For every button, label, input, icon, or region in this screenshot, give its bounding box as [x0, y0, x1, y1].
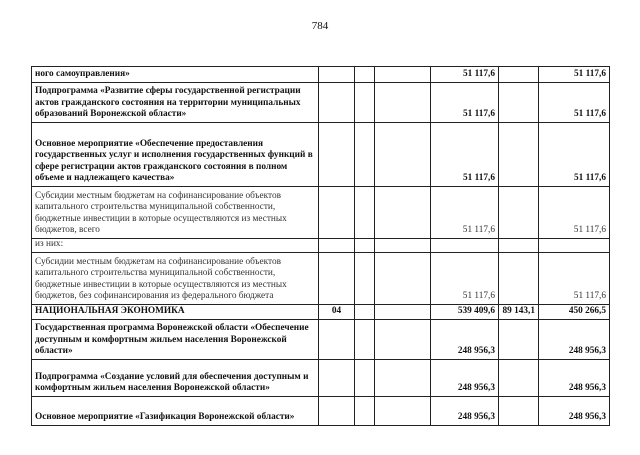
row-target-code-cell	[375, 239, 431, 253]
row-total-cell: 248 956,3	[431, 360, 499, 397]
row-federal-cell: 89 143,1	[499, 305, 539, 320]
row-other-cell: 51 117,6	[539, 67, 610, 83]
row-section-code-cell: 04	[319, 305, 355, 320]
row-section-code-cell	[319, 187, 355, 239]
budget-table	[31, 66, 610, 426]
row-other-cell: 248 956,3	[539, 397, 610, 426]
page-number: 784	[311, 20, 329, 32]
row-federal-cell	[499, 67, 539, 83]
row-other-cell: 51 117,6	[539, 123, 610, 187]
row-federal-cell	[499, 123, 539, 187]
row-name-cell: Основное мероприятие «Обеспечение предоставления государственных услуг и исполнения государственных функций в сфере регистрации актов гражданского состояния в полном объеме и надлежащего качества»	[32, 123, 319, 187]
table-row	[32, 397, 610, 426]
row-federal-cell	[499, 83, 539, 123]
row-total-cell: 51 117,6	[431, 83, 499, 123]
row-other-cell: 248 956,3	[539, 320, 610, 360]
row-name-cell: Подпрограмма «Развитие сферы государственной регистрации актов гражданского состояния на территории муниципальных образований Воронежской области»	[32, 83, 319, 123]
row-other-cell: 51 117,6	[539, 187, 610, 239]
row-total-cell: 51 117,6	[431, 187, 499, 239]
row-total-cell: 51 117,6	[431, 67, 499, 83]
row-section-code-cell	[319, 239, 355, 253]
row-subsection-code-cell	[355, 397, 375, 426]
row-total-cell: 51 117,6	[431, 253, 499, 305]
row-target-code-cell	[375, 253, 431, 305]
row-target-code-cell	[375, 320, 431, 360]
table-row	[32, 67, 610, 83]
row-target-code-cell	[375, 360, 431, 397]
row-other-cell: 248 956,3	[539, 360, 610, 397]
row-section-code-cell	[319, 253, 355, 305]
row-federal-cell	[499, 253, 539, 305]
row-name-cell: из них:	[32, 239, 319, 253]
row-section-code-cell	[319, 83, 355, 123]
row-name-cell: Основное мероприятие «Газификация Воронежской области»	[32, 397, 319, 426]
row-target-code-cell	[375, 83, 431, 123]
row-subsection-code-cell	[355, 239, 375, 253]
row-target-code-cell	[375, 67, 431, 83]
row-subsection-code-cell	[355, 305, 375, 320]
row-name-cell: Субсидии местным бюджетам на софинансирование объектов капитального строительства муниципальной собственности, бюджетные инвестиции в которые осуществляются из местных бюджетов, всего	[32, 187, 319, 239]
table-row	[32, 83, 610, 123]
table-row	[32, 239, 610, 253]
row-subsection-code-cell	[355, 360, 375, 397]
row-total-cell	[431, 239, 499, 253]
row-federal-cell	[499, 320, 539, 360]
table-row	[32, 253, 610, 305]
row-target-code-cell	[375, 305, 431, 320]
row-total-cell: 539 409,6	[431, 305, 499, 320]
row-other-cell: 51 117,6	[539, 253, 610, 305]
row-section-code-cell	[319, 123, 355, 187]
table-row	[32, 305, 610, 320]
table-row	[32, 187, 610, 239]
row-section-code-cell	[319, 360, 355, 397]
row-section-code-cell	[319, 397, 355, 426]
row-name-cell: НАЦИОНАЛЬНАЯ ЭКОНОМИКА	[32, 305, 319, 320]
row-subsection-code-cell	[355, 253, 375, 305]
row-other-cell: 450 266,5	[539, 305, 610, 320]
row-subsection-code-cell	[355, 83, 375, 123]
row-total-cell: 248 956,3	[431, 320, 499, 360]
row-target-code-cell	[375, 123, 431, 187]
row-other-cell	[539, 239, 610, 253]
row-subsection-code-cell	[355, 67, 375, 83]
row-federal-cell	[499, 397, 539, 426]
row-name-cell: Государственная программа Воронежской области «Обеспечение доступным и комфортным жильем населения Воронежской области»	[32, 320, 319, 360]
row-target-code-cell	[375, 397, 431, 426]
row-subsection-code-cell	[355, 187, 375, 239]
row-section-code-cell	[319, 67, 355, 83]
row-subsection-code-cell	[355, 123, 375, 187]
row-federal-cell	[499, 360, 539, 397]
row-federal-cell	[499, 187, 539, 239]
row-name-cell: Подпрограмма «Создание условий для обеспечения доступным и комфортным жильем населения Воронежской области»	[32, 360, 319, 397]
row-total-cell: 51 117,6	[431, 123, 499, 187]
row-name-cell: Субсидии местным бюджетам на софинансирование объектов капитального строительства муниципальной собственности, бюджетные инвестиции в которые осуществляются из местных бюджетов, без софинансирования из федерального бюджета	[32, 253, 319, 305]
table-row	[32, 320, 610, 360]
row-name-cell: ного самоуправления»	[32, 67, 319, 83]
row-other-cell: 51 117,6	[539, 83, 610, 123]
table-row	[32, 360, 610, 397]
row-federal-cell	[499, 239, 539, 253]
row-target-code-cell	[375, 187, 431, 239]
row-subsection-code-cell	[355, 320, 375, 360]
table-row	[32, 123, 610, 187]
row-section-code-cell	[319, 320, 355, 360]
row-total-cell: 248 956,3	[431, 397, 499, 426]
